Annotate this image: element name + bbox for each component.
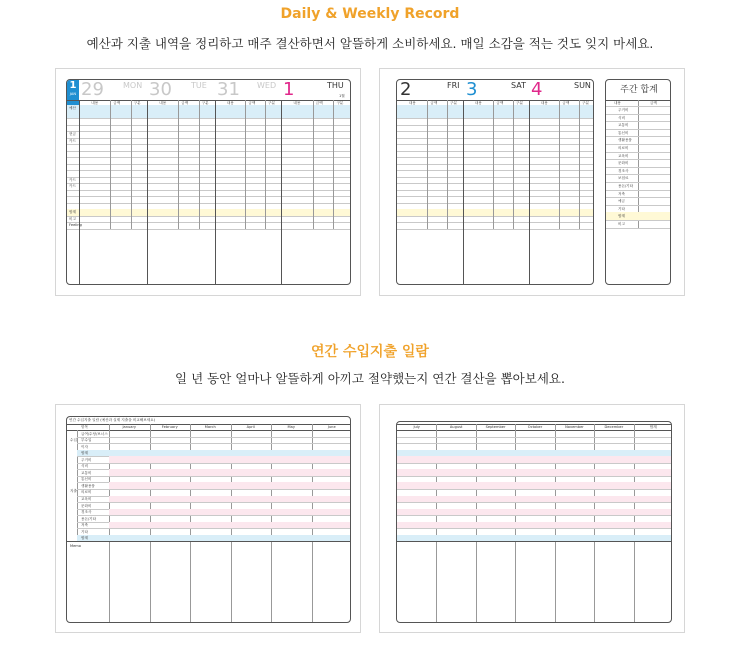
row-highlight <box>109 522 351 529</box>
section-title-annual: 연간 수입지출 일람 <box>311 344 429 360</box>
month-label: September <box>485 425 506 429</box>
row-label: 기타 <box>81 529 88 534</box>
month-badge <box>67 80 79 106</box>
column-divider <box>579 100 580 229</box>
corner-label: 항목 <box>81 425 88 429</box>
summary-row-line <box>606 136 671 137</box>
month-label: January <box>122 425 137 429</box>
summary-row-line <box>606 106 671 107</box>
row-line <box>77 437 351 438</box>
column-header: 내용 <box>226 100 234 105</box>
day-number-fri: 2 <box>400 79 412 100</box>
row-line <box>77 515 351 516</box>
summary-row-line <box>606 174 671 175</box>
column-divider <box>427 100 428 229</box>
annual-left-frame <box>55 404 361 633</box>
weekly-right-page <box>396 79 594 285</box>
month-label: November <box>565 425 584 429</box>
row-line <box>77 463 351 464</box>
summary-row-line <box>606 129 671 130</box>
summary-row-label: 저축 <box>618 191 625 196</box>
row-label: 생활용품 <box>81 483 95 488</box>
row-line <box>77 476 351 477</box>
row-label: 급여/수당/보너스 <box>81 431 108 436</box>
row-line <box>67 229 351 230</box>
summary-row-line <box>606 197 671 198</box>
column-header: 구분 <box>268 100 276 105</box>
day-name-thu: THU <box>327 81 344 90</box>
feeling-divider <box>147 229 148 286</box>
summary-title: 주간 합계 <box>620 85 658 95</box>
column-header: 구분 <box>133 100 141 105</box>
summary-row-line <box>606 205 671 206</box>
expense-side-label: 지출 <box>70 488 77 493</box>
weekly-summary-page <box>605 79 671 285</box>
row-label: Feeling <box>69 223 82 227</box>
annual-header-note-hint: (예산과 실제 지출을 비교해보세요) <box>100 418 156 422</box>
grid-bottom-rule <box>67 541 351 542</box>
summary-row-line <box>606 144 671 145</box>
summary-row-label: 생활용품 <box>618 138 632 143</box>
day-divider <box>529 100 530 285</box>
summary-row-label: 주거비 <box>618 108 629 112</box>
row-label: 합계 <box>81 536 88 541</box>
summary-header: 내용 <box>614 101 621 105</box>
grid-bottom-rule <box>397 541 672 542</box>
row-line <box>397 502 672 503</box>
row-label: 이자 <box>81 444 88 449</box>
column-divider <box>313 100 314 229</box>
month-label: December <box>604 425 624 429</box>
column-header: 구분 <box>450 100 458 105</box>
column-header: 금액 <box>315 100 323 105</box>
summary-row-label: 경조사 <box>618 168 629 173</box>
column-header: 금액 <box>562 100 570 105</box>
row-line <box>397 229 594 230</box>
column-header: 구분 <box>201 100 209 105</box>
column-header: 구분 <box>582 100 590 105</box>
column-header: 내용 <box>293 100 301 105</box>
summary-row-line <box>606 159 671 160</box>
month-label: June <box>327 425 336 429</box>
annual-header-note-title: 연간 수입지출 일람 <box>69 418 100 422</box>
summary-header: 금액 <box>650 101 657 105</box>
month-label: February <box>161 425 178 429</box>
day-name-sun: SUN <box>574 81 591 90</box>
summary-row-line <box>606 121 671 122</box>
day-divider <box>79 100 80 229</box>
summary-column-divider <box>638 100 639 228</box>
day-name-sat: SAT <box>511 81 526 90</box>
row-line <box>397 476 672 477</box>
row-line <box>397 528 672 529</box>
summary-row-label: 용돈/기타 <box>618 184 634 188</box>
row-label: 부수입 <box>81 438 92 443</box>
row-line <box>397 463 672 464</box>
row-highlight <box>397 456 672 463</box>
column-divider <box>110 100 111 229</box>
summary-row-label: 비고 <box>618 222 625 226</box>
day-divider <box>215 100 216 229</box>
column-divider <box>199 100 200 229</box>
month-label: May <box>287 425 295 429</box>
summary-row-label: 예금 <box>618 199 625 204</box>
row-label: 의료비 <box>81 490 92 495</box>
column-divider <box>447 100 448 229</box>
summary-row-label: 보험료 <box>618 176 629 181</box>
day-name-fri: FRI <box>447 81 460 90</box>
column-divider <box>178 100 179 229</box>
column-header: 내용 <box>474 100 482 105</box>
row-label: 식비 <box>81 464 88 469</box>
day-number-sun: 4 <box>531 79 543 100</box>
feeling-divider <box>79 229 80 286</box>
row-label: 예산 <box>69 106 76 110</box>
summary-row-label: 통신비 <box>618 130 629 135</box>
column-divider <box>493 100 494 229</box>
row-label: 비고 <box>69 216 76 221</box>
column-header: 금액 <box>496 100 504 105</box>
row-label: 용돈/기타 <box>81 516 97 521</box>
row-line <box>397 443 672 444</box>
column-header: 내용 <box>91 100 99 105</box>
month-number: 1 <box>69 80 77 91</box>
month-label: August <box>449 425 463 429</box>
row-line <box>77 489 351 490</box>
row-line <box>77 528 351 529</box>
annual-left-page <box>66 416 351 623</box>
column-divider <box>131 100 132 229</box>
row-line <box>397 515 672 516</box>
section-subtitle-annual: 일 년 동안 얼마나 알뜰하게 아끼고 절약했는지 연간 결산을 뽑아보세요. <box>175 371 565 386</box>
column-divider <box>265 100 266 229</box>
row-label: 저축 <box>81 523 88 528</box>
row-label: 경조사 <box>81 510 92 515</box>
summary-row-line <box>606 228 671 229</box>
column-header: 금액 <box>181 100 189 105</box>
row-label: 교통비 <box>81 470 92 475</box>
row-line <box>77 502 351 503</box>
row-label: 카드 <box>69 184 76 188</box>
row-highlight <box>397 522 672 529</box>
summary-row-line <box>606 152 671 153</box>
summary-row-label: 기타 <box>618 206 625 211</box>
day-name-wed: WED <box>257 81 277 90</box>
column-header: 내용 <box>408 100 416 105</box>
summary-row-line <box>606 167 671 168</box>
summary-row-label: 문화비 <box>618 161 629 166</box>
column-divider <box>245 100 246 229</box>
row-line <box>397 437 672 438</box>
column-header: 금액 <box>430 100 438 105</box>
side-divider <box>77 430 78 541</box>
row-label: 현금 <box>69 132 76 136</box>
column-header: 내용 <box>159 100 167 105</box>
annual-right-frame <box>379 404 685 633</box>
column-header: 금액 <box>248 100 256 105</box>
summary-total-highlight <box>606 212 671 220</box>
day-number-sat: 3 <box>466 79 478 100</box>
thu-note: 1월 <box>339 94 345 98</box>
column-divider <box>333 100 334 229</box>
summary-row-label: 식비 <box>618 115 625 120</box>
month-label: July <box>413 425 420 429</box>
day-number-thu: 1 <box>283 79 295 100</box>
header-rule <box>397 430 672 431</box>
row-line <box>397 489 672 490</box>
row-label: 카드 <box>69 177 76 182</box>
weekly-right-frame <box>379 68 685 296</box>
day-number-tue: 30 <box>149 79 172 100</box>
row-label: 통신비 <box>81 477 92 482</box>
day-name-mon: MON <box>123 81 143 90</box>
column-header: 구분 <box>336 100 344 105</box>
summary-row-label: 의료비 <box>618 146 629 150</box>
month-label: 합계 <box>649 425 657 429</box>
day-number-mon: 29 <box>81 79 104 100</box>
row-label: 카드 <box>69 138 76 143</box>
day-number-wed: 31 <box>217 79 240 100</box>
row-label: 교육비 <box>81 497 92 501</box>
column-divider <box>513 100 514 229</box>
row-label: 주거비 <box>81 457 92 462</box>
feeling-divider <box>281 229 282 286</box>
column-header: 금액 <box>113 100 121 105</box>
month-label: April <box>246 425 255 429</box>
memo-label: Memo <box>70 544 82 549</box>
annual-header-note <box>69 418 155 422</box>
summary-row-label: 합계 <box>618 214 625 219</box>
month-label: October <box>527 425 543 429</box>
summary-row-line <box>606 220 671 221</box>
weekly-left-page <box>66 79 351 285</box>
column-divider <box>559 100 560 229</box>
day-divider <box>281 100 282 229</box>
column-header: 구분 <box>516 100 524 105</box>
month-label: March <box>204 425 216 429</box>
annual-right-page <box>396 421 672 623</box>
row-highlight <box>109 456 351 463</box>
feeling-divider <box>215 229 216 286</box>
row-label: 합계 <box>69 210 76 214</box>
summary-row-line <box>606 182 671 183</box>
column-header: 내용 <box>540 100 548 105</box>
summary-row-label: 교통비 <box>618 123 629 128</box>
summary-row-line <box>606 114 671 115</box>
day-divider <box>147 100 148 229</box>
weekly-left-frame <box>55 68 361 296</box>
row-label: 합계 <box>81 451 88 456</box>
row-line <box>77 443 351 444</box>
section-subtitle-daily-weekly: 예산과 지출 내역을 정리하고 매주 결산하면서 알뜰하게 소비하세요. 매일 소감을 적는 것도 잊지 마세요. <box>86 36 654 51</box>
day-name-tue: TUE <box>191 81 207 90</box>
section-title-daily-weekly: Daily & Weekly Record <box>280 6 460 22</box>
income-side-label: 수입 <box>70 437 77 442</box>
row-label: 문화비 <box>81 503 92 508</box>
summary-row-line <box>606 190 671 191</box>
summary-row-label: 교육비 <box>618 153 629 158</box>
month-label: JAN <box>69 92 77 96</box>
day-divider <box>463 100 464 285</box>
